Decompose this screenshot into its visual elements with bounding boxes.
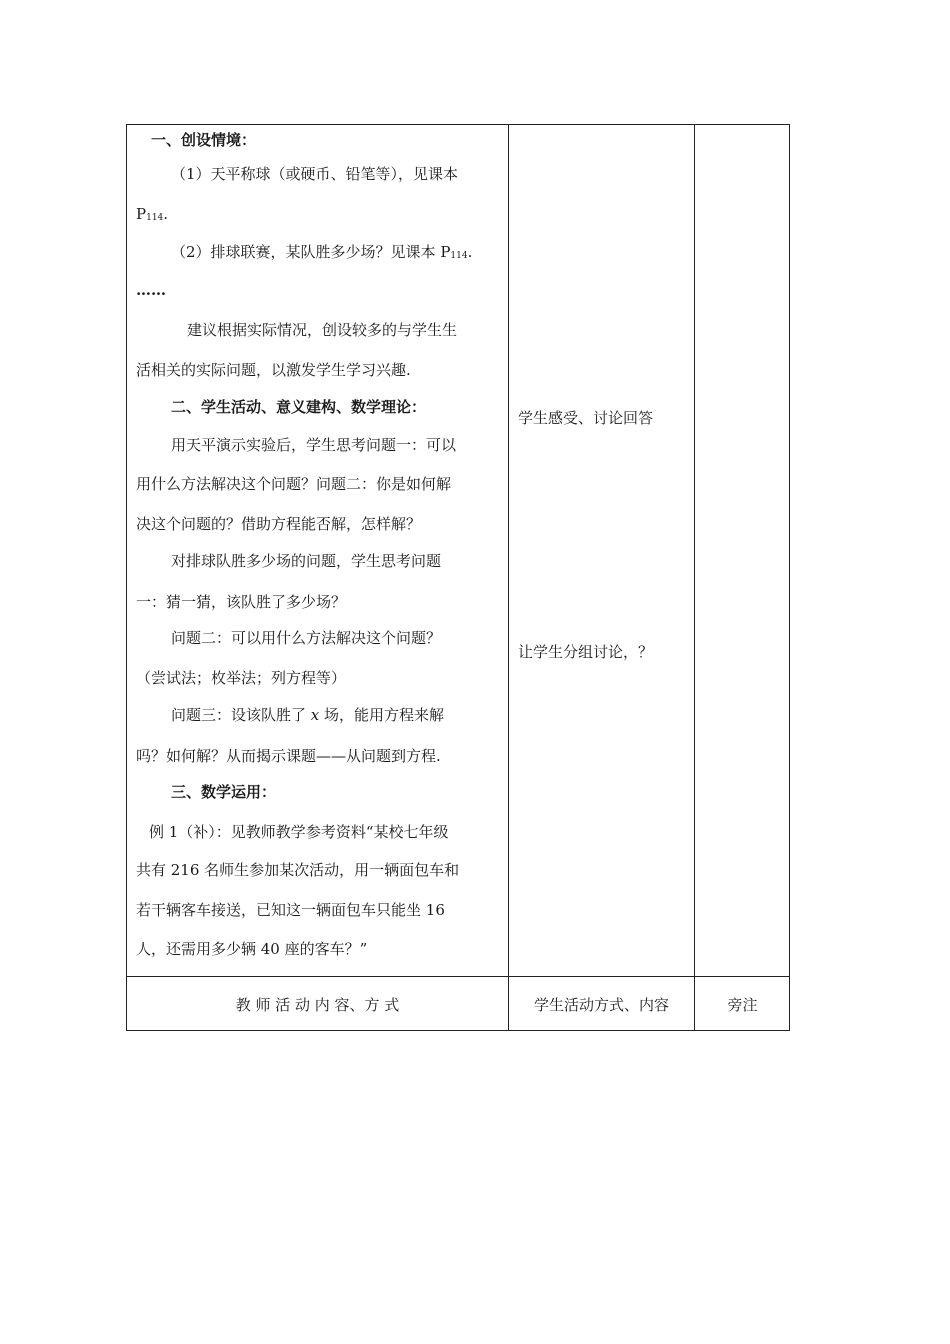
- column-divider-1: [508, 125, 509, 1030]
- s3-line1: 例 1（补）：见教师教学参考资料“某校七年级: [149, 823, 449, 841]
- s3-line2: 共有 216 名师生参加某次活动，用一辆面包车和: [136, 861, 460, 879]
- student-note-1: 学生感受、讨论回答: [518, 409, 654, 427]
- s1-line2: $P_{114}$.: [136, 205, 169, 223]
- section2-title: 二、学生活动、意义建构、数学理论：: [171, 398, 427, 416]
- footer-teacher-header: 教 师 活 动 内 容、方 式: [235, 995, 400, 1014]
- student-note-2: 让学生分组讨论，？: [518, 643, 654, 661]
- s1-line3: （2）排球联赛，某队胜多少场？见课本 $P_{114}$.: [171, 243, 473, 261]
- footer-student-header: 学生活动方式、内容: [533, 995, 669, 1014]
- s1-note-line2: 活相关的实际问题，以激发学生学习兴趣.: [136, 361, 411, 379]
- s2-line1: 用天平演示实验后，学生思考问题一：可以: [171, 436, 457, 454]
- s1-line1: （1）天平称球（或硬币、铅笔等），见课本: [171, 165, 459, 183]
- s2-line9: 吗？如何解？从而揭示课题——从问题到方程.: [136, 747, 441, 765]
- section3-title: 三、数学运用：: [171, 783, 277, 801]
- s1-note-line1: 建议根据实际情况，创设较多的与学生生: [187, 321, 458, 339]
- teacher-activity-cell: [127, 125, 508, 976]
- s2-line2: 用什么方法解决这个问题？问题二：你是如何解: [136, 475, 452, 493]
- section1-title: 一、创设情境：: [151, 131, 257, 149]
- s2-line5: 一：猜一猜，该队胜了多少场？: [136, 593, 347, 611]
- s3-line3: 若干辆客车接送，已知这一辆面包车只能坐 16: [136, 901, 445, 919]
- ellipsis: ……: [136, 281, 166, 299]
- footer-notes-header: 旁注: [727, 995, 758, 1014]
- lesson-plan-table: [126, 124, 790, 1031]
- s2-line3: 决这个问题的？借助方程能否解，怎样解？: [136, 515, 422, 533]
- s2-line8: 问题三：设该队胜了 x 场，能用方程来解: [171, 706, 445, 724]
- column-divider-2: [694, 125, 695, 1030]
- s3-line4: 人，还需用多少辆 40 座的客车？”: [136, 940, 368, 958]
- s2-line7: （尝试法；枚举法；列方程等）: [136, 669, 347, 687]
- s2-line6: 问题二：可以用什么方法解决这个问题？: [171, 629, 442, 647]
- s2-line4: 对排球队胜多少场的问题，学生思考问题: [171, 552, 442, 570]
